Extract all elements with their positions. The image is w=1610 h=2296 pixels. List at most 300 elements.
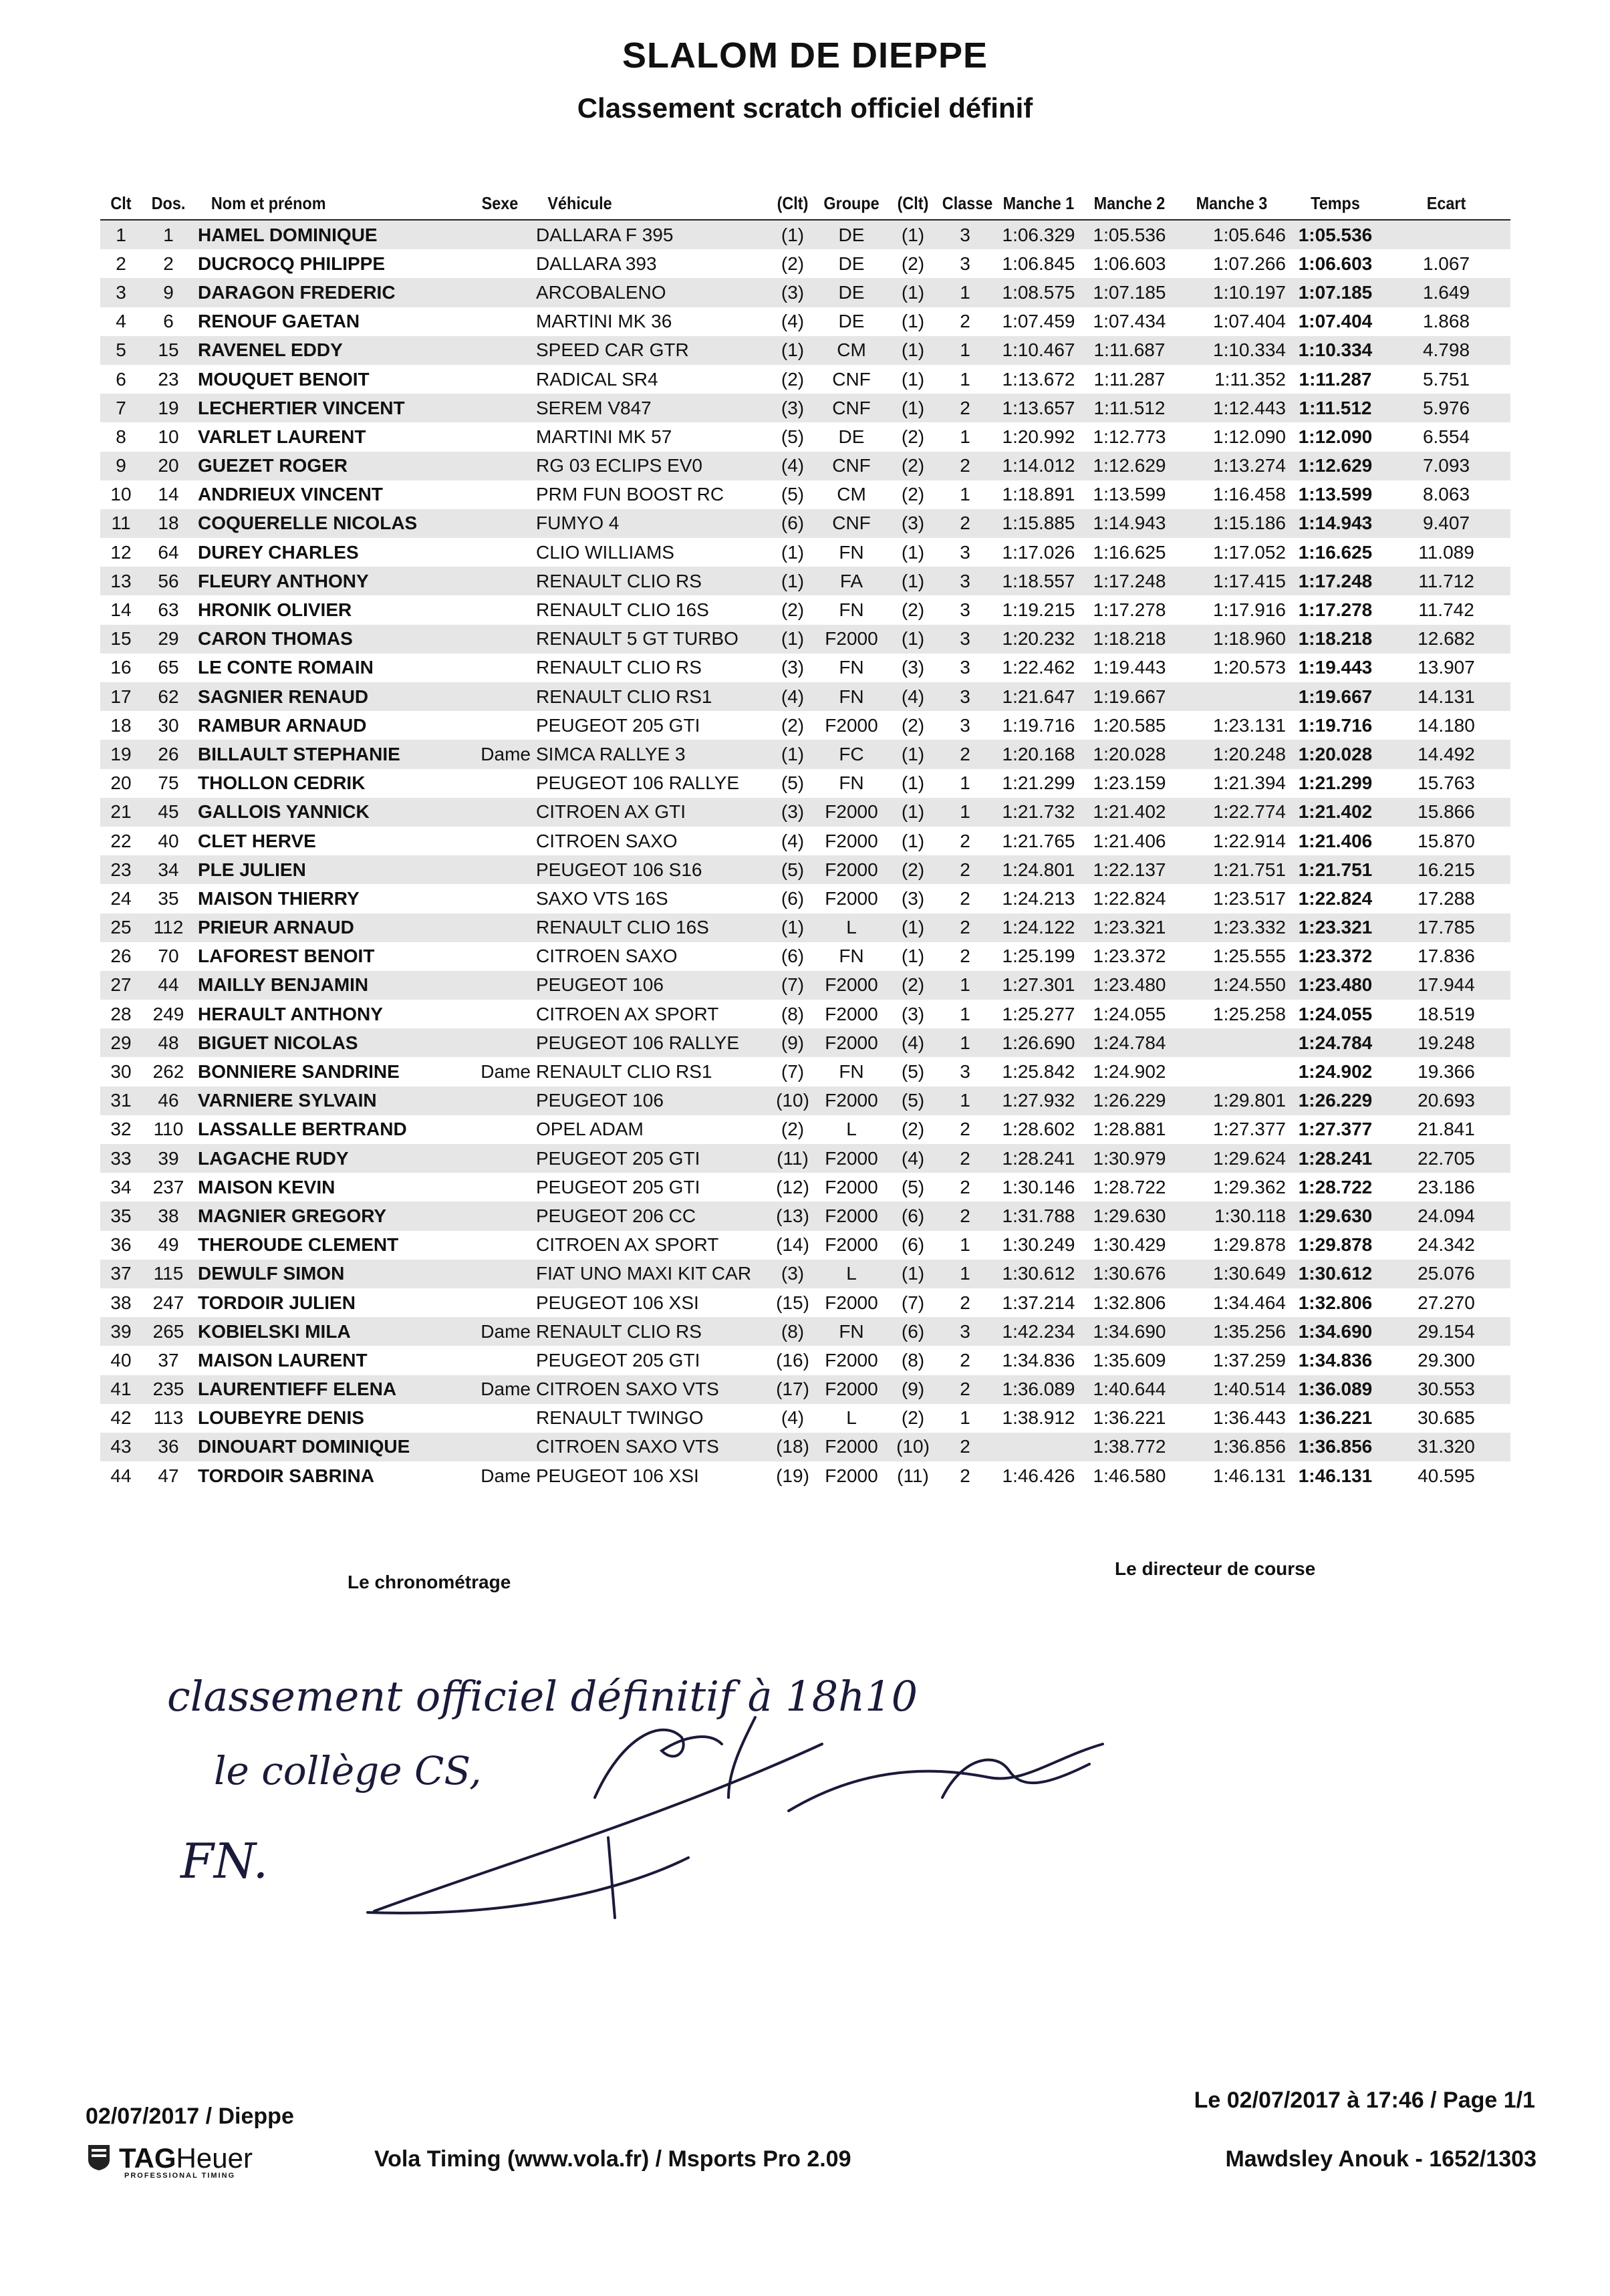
cell-clt-groupe: (7)	[771, 971, 814, 1000]
cell-temps: 1:32.806	[1298, 1292, 1373, 1313]
cell-classe: 2	[937, 1433, 993, 1461]
cell-dos: 65	[158, 657, 179, 678]
cell-vehicle: ARCOBALENO	[533, 278, 771, 307]
cell-name: MAGNIER GREGORY	[195, 1201, 466, 1230]
table-row	[100, 452, 1510, 480]
cell-manche-3: 1:23.517	[1213, 887, 1286, 909]
cell-classe: 2	[937, 913, 993, 942]
cell-manche-1	[993, 1433, 1084, 1461]
cell-name: MAISON LAURENT	[198, 1349, 368, 1371]
cell-manche-1: 1:30.249	[1002, 1234, 1075, 1256]
cell-temps: 1:27.377	[1298, 1119, 1373, 1140]
cell-sexe	[466, 336, 533, 365]
cell-sexe	[466, 480, 533, 509]
cell-ecart: 17.944	[1382, 971, 1510, 1000]
cell-vehicle: RENAULT CLIO 16S	[533, 913, 771, 942]
cell-clt-groupe: (2)	[781, 714, 805, 736]
table-row	[100, 1057, 1510, 1086]
cell-classe: 3	[960, 714, 970, 736]
table-row	[100, 1461, 1510, 1490]
cell-clt-groupe: (3)	[771, 278, 814, 307]
cell-groupe: DE	[838, 426, 865, 447]
cell-ecart: 5.976	[1382, 394, 1510, 422]
cell-vehicle: CITROEN AX GTI	[533, 798, 771, 827]
cell-clt-classe: (1)	[901, 311, 925, 332]
cell-name: DINOUART DOMINIQUE	[195, 1433, 466, 1461]
cell-classe: 1	[960, 426, 970, 447]
signature-vertical	[608, 1838, 615, 1918]
cell-clt-groupe: (14)	[776, 1234, 809, 1256]
cell-name: FLEURY ANTHONY	[195, 567, 466, 595]
cell-clt: 30	[110, 1061, 132, 1083]
cell-classe: 2	[937, 855, 993, 884]
cell-classe: 2	[937, 740, 993, 768]
cell-dos: 14	[158, 484, 179, 505]
table-row	[100, 480, 1510, 509]
cell-dos: 36	[142, 1433, 195, 1461]
cell-clt: 34	[110, 1176, 132, 1197]
cell-clt-groupe: (10)	[771, 1087, 814, 1115]
cell-temps: 1:29.878	[1298, 1234, 1373, 1256]
cell-sexe	[466, 1201, 533, 1230]
cell-name: THOLLON CEDRIK	[198, 772, 366, 794]
cell-temps: 1:19.443	[1298, 657, 1373, 678]
chrono-label: Le chronométrage	[348, 1572, 511, 1592]
cell-groupe: FN	[839, 946, 864, 967]
cell-vehicle: SAXO VTS 16S	[536, 887, 668, 909]
cell-manche-1: 1:31.788	[993, 1201, 1084, 1230]
cell-manche-2: 1:11.287	[1093, 368, 1166, 390]
cell-clt-classe: (1)	[889, 394, 937, 422]
cell-clt: 25	[100, 913, 142, 942]
cell-temps: 1:36.089	[1289, 1375, 1382, 1404]
cell-classe: 2	[937, 1201, 993, 1230]
cell-manche-3: 1:46.131	[1213, 1465, 1286, 1486]
cell-classe: 1	[937, 1087, 993, 1115]
cell-temps: 1:23.480	[1289, 971, 1382, 1000]
cell-dos: 23	[158, 368, 179, 390]
cell-temps: 1:23.321	[1289, 913, 1382, 942]
cell-dos: 26	[142, 740, 195, 768]
cell-temps: 1:06.603	[1298, 253, 1373, 274]
cell-name: BONNIERE SANDRINE	[198, 1061, 400, 1083]
cell-manche-2: 1:11.512	[1084, 394, 1175, 422]
cell-clt-classe: (1)	[889, 625, 937, 654]
cell-manche-2: 1:38.772	[1084, 1433, 1175, 1461]
cell-clt: 27	[100, 971, 142, 1000]
cell-sexe	[466, 1231, 533, 1260]
cell-manche-3: 1:17.415	[1175, 567, 1289, 595]
cell-clt: 32	[110, 1119, 132, 1140]
table-row	[100, 625, 1510, 654]
cell-manche-3: 1:29.878	[1213, 1234, 1286, 1256]
cell-groupe: FA	[814, 567, 889, 595]
cell-manche-1: 1:20.168	[993, 740, 1084, 768]
cell-sexe	[466, 509, 533, 538]
cell-clt-groupe: (15)	[776, 1292, 809, 1313]
cell-clt: 42	[110, 1407, 132, 1429]
cell-manche-3: 1:20.248	[1175, 740, 1289, 768]
cell-manche-2: 1:46.580	[1093, 1465, 1166, 1486]
cell-clt: 44	[110, 1465, 132, 1486]
table-row	[100, 798, 1510, 827]
header-dos: Dos.	[144, 175, 192, 220]
cell-manche-1: 1:07.459	[1002, 311, 1075, 332]
cell-clt: 26	[110, 946, 132, 967]
cell-manche-3: 1:30.118	[1175, 1201, 1289, 1230]
cell-temps: 1:11.287	[1299, 368, 1372, 390]
results-table	[100, 175, 1510, 1490]
cell-ecart: 27.270	[1418, 1292, 1475, 1313]
table-row	[100, 1404, 1510, 1433]
document-subtitle: Classement scratch officiel définif	[577, 92, 1033, 124]
cell-vehicle: RENAULT CLIO RS	[533, 567, 771, 595]
cell-vehicle: PEUGEOT 205 GTI	[536, 714, 700, 736]
cell-manche-3	[1175, 1028, 1289, 1057]
cell-dos: 47	[158, 1465, 179, 1486]
cell-manche-3: 1:17.052	[1213, 541, 1286, 563]
cell-groupe: FN	[839, 657, 864, 678]
cell-vehicle: CLIO WILLIAMS	[536, 541, 674, 563]
table-row	[100, 971, 1510, 1000]
cell-clt-classe: (4)	[889, 1144, 937, 1173]
signature-scribble-2	[789, 1744, 1103, 1811]
cell-vehicle: RENAULT CLIO 16S	[536, 599, 709, 621]
cell-clt-classe: (11)	[897, 1465, 929, 1486]
cell-manche-2: 1:23.321	[1084, 913, 1175, 942]
cell-manche-3: 1:05.646	[1175, 220, 1289, 249]
table-row	[100, 942, 1510, 971]
cell-groupe: F2000	[814, 1087, 889, 1115]
cell-dos: 75	[158, 772, 179, 794]
cell-temps: 1:28.722	[1298, 1176, 1373, 1197]
cell-clt-groupe: (18)	[771, 1433, 814, 1461]
cell-temps: 1:17.278	[1298, 599, 1373, 621]
cell-clt-classe: (5)	[889, 1087, 937, 1115]
cell-manche-1: 1:21.765	[1002, 830, 1075, 851]
cell-clt: 33	[100, 1144, 142, 1173]
cell-temps: 1:12.090	[1298, 426, 1373, 447]
cell-manche-3: 1:10.197	[1175, 278, 1289, 307]
cell-dos: 70	[158, 946, 179, 967]
cell-clt: 36	[110, 1234, 132, 1256]
handwritten-initials: FN.	[180, 1833, 269, 1889]
cell-manche-1: 1:06.845	[1002, 253, 1075, 274]
cell-vehicle: CITROEN SAXO	[536, 946, 678, 967]
cell-groupe: DE	[838, 253, 865, 274]
cell-manche-2: 1:17.278	[1093, 599, 1166, 621]
cell-clt-classe: (1)	[889, 1260, 937, 1288]
table-row	[100, 249, 1510, 278]
table-row	[100, 913, 1510, 942]
cell-sexe: Dame	[466, 740, 533, 768]
table-row	[100, 336, 1510, 365]
cell-groupe: CNF	[832, 368, 871, 390]
cell-dos: 45	[142, 798, 195, 827]
cell-clt: 37	[100, 1260, 142, 1288]
cell-clt-groupe: (8)	[781, 1003, 805, 1024]
cell-dos: 30	[158, 714, 179, 736]
handwritten-note-line-2: le collège CS,	[214, 1748, 482, 1793]
cell-ecart	[1382, 220, 1510, 249]
cell-vehicle: PEUGEOT 106 S16	[533, 855, 771, 884]
cell-classe: 2	[960, 1292, 970, 1313]
cell-clt: 38	[110, 1292, 132, 1313]
cell-temps: 1:36.856	[1289, 1433, 1382, 1461]
table-row	[100, 278, 1510, 307]
cell-manche-2: 1:23.159	[1093, 772, 1166, 794]
cell-manche-2: 1:12.773	[1093, 426, 1166, 447]
cell-classe: 3	[960, 253, 970, 274]
cell-clt: 4	[116, 311, 126, 332]
cell-ecart: 25.076	[1382, 1260, 1510, 1288]
table-row	[100, 1173, 1510, 1201]
cell-name: HRONIK OLIVIER	[198, 599, 352, 621]
cell-classe: 1	[937, 971, 993, 1000]
cell-vehicle: PEUGEOT 106 XSI	[536, 1465, 699, 1486]
cell-ecart: 11.742	[1418, 599, 1474, 621]
cell-ecart: 14.131	[1382, 682, 1510, 711]
cell-classe: 3	[960, 657, 970, 678]
cell-vehicle: RENAULT 5 GT TURBO	[533, 625, 771, 654]
cell-temps: 1:10.334	[1289, 336, 1382, 365]
cell-clt-groupe: (16)	[776, 1349, 809, 1371]
table-row	[100, 1028, 1510, 1057]
cell-temps: 1:21.751	[1289, 855, 1382, 884]
footer-printed-date: Le 02/07/2017 à 17:46 / Page 1/1	[1194, 2088, 1535, 2113]
cell-groupe: L	[846, 1407, 857, 1429]
cell-temps: 1:24.055	[1298, 1003, 1373, 1024]
cell-manche-2: 1:20.028	[1084, 740, 1175, 768]
cell-clt: 14	[110, 599, 132, 621]
cell-name: VARNIERE SYLVAIN	[195, 1087, 466, 1115]
cell-dos: 49	[158, 1234, 179, 1256]
cell-dos: 235	[142, 1375, 195, 1404]
cell-clt-classe: (6)	[889, 1317, 937, 1346]
cell-sexe	[466, 1288, 533, 1317]
cell-clt: 39	[100, 1317, 142, 1346]
cell-dos: 38	[142, 1201, 195, 1230]
cell-dos: 262	[152, 1061, 184, 1083]
cell-ecart: 30.553	[1382, 1375, 1510, 1404]
cell-clt: 18	[110, 714, 132, 736]
cell-clt-groupe: (19)	[776, 1465, 809, 1486]
cell-manche-3: 1:36.443	[1213, 1407, 1286, 1429]
cell-temps: 1:34.836	[1298, 1349, 1373, 1371]
cell-manche-2: 1:24.055	[1093, 1003, 1166, 1024]
cell-clt-groupe: (1)	[771, 336, 814, 365]
cell-sexe	[466, 711, 533, 740]
cell-vehicle: CITROEN SAXO	[536, 830, 678, 851]
table-row	[100, 855, 1510, 884]
cell-groupe: F2000	[814, 971, 889, 1000]
footer-vola: Vola Timing (www.vola.fr) / Msports Pro 2.09	[374, 2146, 851, 2172]
table-row	[100, 1231, 1510, 1260]
cell-sexe	[466, 278, 533, 307]
cell-manche-1: 1:20.232	[993, 625, 1084, 654]
cell-clt-classe: (1)	[889, 740, 937, 768]
document-title: SLALOM DE DIEPPE	[622, 35, 988, 76]
cell-ecart: 23.186	[1418, 1176, 1475, 1197]
cell-manche-1: 1:15.885	[993, 509, 1084, 538]
cell-name: DUCROCQ PHILIPPE	[198, 253, 386, 274]
cell-sexe	[466, 1087, 533, 1115]
cell-name: HAMEL DOMINIQUE	[195, 220, 466, 249]
cell-dos: 249	[152, 1003, 184, 1024]
tagheuer-shield-icon	[86, 2142, 112, 2172]
cell-manche-2: 1:30.979	[1084, 1144, 1175, 1173]
cell-manche-3: 1:22.774	[1175, 798, 1289, 827]
cell-vehicle: PEUGEOT 106	[533, 971, 771, 1000]
cell-sexe	[466, 682, 533, 711]
cell-name: TORDOIR SABRINA	[198, 1465, 374, 1486]
cell-manche-1: 1:42.234	[993, 1317, 1084, 1346]
cell-dos: 56	[142, 567, 195, 595]
header-temps: Temps	[1293, 175, 1377, 220]
cell-temps: 1:14.943	[1289, 509, 1382, 538]
cell-manche-3: 1:10.334	[1175, 336, 1289, 365]
cell-manche-1: 1:34.836	[1002, 1349, 1075, 1371]
header-manche-2: Manche 2	[1089, 175, 1170, 220]
cell-clt-classe: (2)	[901, 599, 925, 621]
table-row	[100, 1087, 1510, 1115]
cell-classe: 2	[937, 452, 993, 480]
cell-manche-2: 1:17.248	[1084, 567, 1175, 595]
table-row	[100, 682, 1510, 711]
cell-manche-3: 1:07.266	[1213, 253, 1286, 274]
cell-clt-classe: (1)	[889, 798, 937, 827]
cell-dos: 20	[142, 452, 195, 480]
cell-dos: 48	[142, 1028, 195, 1057]
cell-name: CARON THOMAS	[195, 625, 466, 654]
table-row	[100, 654, 1510, 682]
cell-manche-3	[1175, 1057, 1289, 1086]
cell-manche-1: 1:28.602	[1002, 1119, 1075, 1140]
cell-clt-classe: (6)	[901, 1234, 925, 1256]
director-label: Le directeur de course	[1115, 1558, 1316, 1579]
cell-ecart: 1.868	[1422, 311, 1470, 332]
cell-name: DARAGON FREDERIC	[195, 278, 466, 307]
cell-manche-2: 1:13.599	[1093, 484, 1166, 505]
table-row	[100, 711, 1510, 740]
cell-manche-1: 1:08.575	[993, 278, 1084, 307]
cell-name: TORDOIR JULIEN	[198, 1292, 356, 1313]
table-row	[100, 769, 1510, 798]
results-body	[100, 220, 1510, 1490]
cell-manche-2: 1:05.536	[1084, 220, 1175, 249]
cell-clt: 40	[110, 1349, 132, 1371]
cell-dos: 37	[158, 1349, 179, 1371]
brand-tag: TAG	[119, 2142, 176, 2174]
cell-groupe: F2000	[814, 798, 889, 827]
cell-manche-1: 1:46.426	[1002, 1465, 1075, 1486]
cell-clt: 22	[110, 830, 132, 851]
cell-clt-classe: (3)	[901, 887, 925, 909]
cell-ecart: 14.180	[1418, 714, 1475, 736]
cell-name: LASSALLE BERTRAND	[198, 1119, 407, 1140]
cell-temps: 1:07.404	[1298, 311, 1373, 332]
cell-clt-groupe: (2)	[781, 253, 805, 274]
cell-clt-groupe: (2)	[781, 368, 805, 390]
table-row	[100, 220, 1510, 249]
cell-clt-classe: (8)	[901, 1349, 925, 1371]
cell-sexe	[466, 971, 533, 1000]
footer-operator: Mawdsley Anouk - 1652/1303	[1225, 2146, 1536, 2172]
cell-name: MAILLY BENJAMIN	[195, 971, 466, 1000]
cell-clt-groupe: (3)	[781, 657, 805, 678]
cell-ecart: 31.320	[1382, 1433, 1510, 1461]
cell-manche-2: 1:20.585	[1093, 714, 1166, 736]
cell-manche-3: 1:16.458	[1213, 484, 1286, 505]
cell-temps: 1:20.028	[1289, 740, 1382, 768]
cell-clt-groupe: (1)	[771, 740, 814, 768]
cell-clt-classe: (2)	[901, 484, 925, 505]
cell-clt-groupe: (4)	[781, 1407, 805, 1429]
cell-vehicle: RENAULT CLIO RS1	[533, 682, 771, 711]
cell-classe: 2	[937, 1375, 993, 1404]
cell-clt-classe: (3)	[901, 1003, 925, 1024]
cell-vehicle: PEUGEOT 106 RALLYE	[533, 1028, 771, 1057]
cell-manche-1: 1:30.612	[993, 1260, 1084, 1288]
cell-manche-2: 1:32.806	[1093, 1292, 1166, 1313]
cell-clt-classe: (3)	[889, 509, 937, 538]
cell-vehicle: CITROEN AX SPORT	[536, 1234, 719, 1256]
table-row	[100, 1375, 1510, 1404]
cell-manche-2: 1:26.229	[1084, 1087, 1175, 1115]
cell-temps: 1:21.406	[1298, 830, 1373, 851]
cell-clt-classe: (6)	[889, 1201, 937, 1230]
header-ecart: Ecart	[1389, 175, 1504, 220]
cell-groupe: CNF	[814, 509, 889, 538]
cell-groupe: FN	[839, 772, 864, 794]
cell-classe: 1	[960, 368, 970, 390]
cell-clt-classe: (2)	[901, 426, 925, 447]
cell-sexe	[466, 884, 533, 913]
cell-dos: 39	[142, 1144, 195, 1173]
table-header-row	[100, 175, 1510, 220]
cell-clt: 24	[110, 887, 132, 909]
cell-ecart: 40.595	[1418, 1465, 1475, 1486]
cell-clt-groupe: (1)	[771, 567, 814, 595]
cell-clt-groupe: (6)	[781, 887, 805, 909]
cell-groupe: L	[814, 913, 889, 942]
cell-classe: 2	[960, 830, 970, 851]
cell-manche-3: 1:29.801	[1175, 1087, 1289, 1115]
cell-name: SAGNIER RENAUD	[195, 682, 466, 711]
cell-sexe	[466, 913, 533, 942]
cell-manche-2: 1:21.406	[1093, 830, 1166, 851]
table-row	[100, 394, 1510, 422]
cell-ecart: 29.154	[1382, 1317, 1510, 1346]
cell-groupe: CM	[814, 336, 889, 365]
header-manche-1: Manche 1	[998, 175, 1079, 220]
cell-manche-1: 1:37.214	[1002, 1292, 1075, 1313]
cell-ecart: 15.870	[1418, 830, 1475, 851]
cell-ecart: 16.215	[1382, 855, 1510, 884]
cell-groupe: DE	[814, 220, 889, 249]
cell-manche-3: 1:36.856	[1175, 1433, 1289, 1461]
cell-clt-groupe: (1)	[781, 541, 805, 563]
cell-clt: 11	[100, 509, 142, 538]
cell-clt-classe: (1)	[889, 220, 937, 249]
cell-sexe	[466, 1144, 533, 1173]
cell-clt: 28	[110, 1003, 132, 1024]
cell-manche-3: 1:29.624	[1175, 1144, 1289, 1173]
cell-sexe	[466, 625, 533, 654]
cell-name: THEROUDE CLEMENT	[198, 1234, 399, 1256]
cell-manche-2: 1:36.221	[1093, 1407, 1166, 1429]
cell-sexe	[466, 1346, 533, 1375]
